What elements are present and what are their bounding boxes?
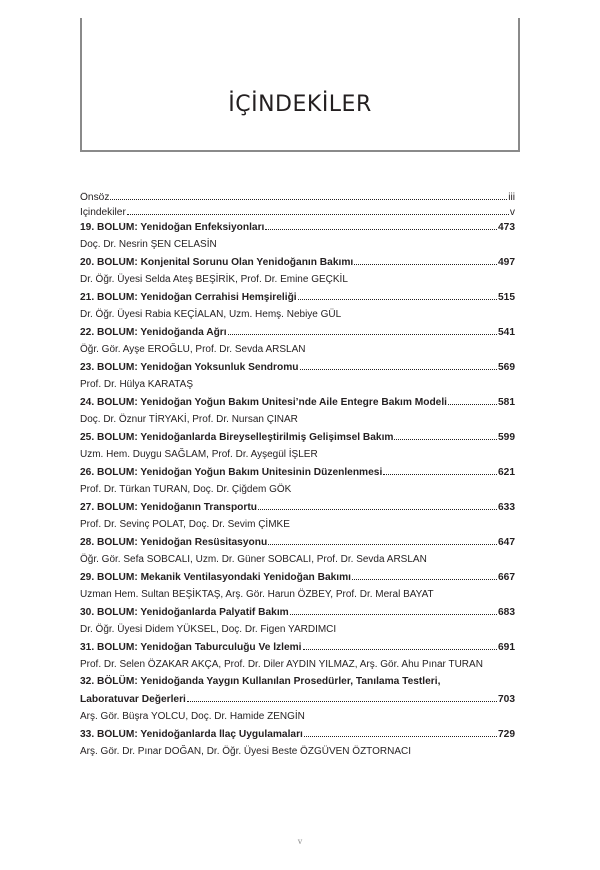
dot-leader	[110, 191, 507, 200]
chapter-authors: Dr. Öğr. Üyesi Didem YÜKSEL, Doç. Dr. Figen YARDIMCI	[80, 623, 337, 635]
chapter-page: 497	[498, 257, 515, 268]
page-number: v	[297, 836, 303, 846]
toc-chapter	[80, 431, 515, 466]
chapter-title: 31. BÖLÜM: Yenidoğan Taburculuğu Ve İzlemi	[80, 642, 302, 653]
toc-chapter	[80, 641, 515, 676]
chapter-title: 33. BÖLÜM: Yenidoğanlarda İlaç Uygulamaları	[80, 729, 303, 740]
chapter-page: 691	[498, 642, 515, 653]
chapter-title: 26. BÖLÜM: Yenidoğan Yoğun Bakım Ünitesinin Düzenlenmesi	[80, 467, 383, 478]
dot-leader	[228, 326, 497, 335]
chapter-title-row	[80, 536, 515, 554]
dot-leader	[354, 256, 497, 265]
chapter-title: 24. BÖLÜM: Yenidoğan Yoğun Bakım Ünitesi’nde Aile Entegre Bakım Modeli	[80, 397, 448, 408]
dot-leader	[187, 693, 497, 702]
dot-leader	[290, 606, 497, 615]
toc-entry-page: iii	[508, 192, 515, 203]
chapter-title: 28. BÖLÜM: Yenidoğan Resüsitasyonu	[80, 537, 268, 548]
toc-entry-page: v	[509, 207, 515, 218]
chapter-title: 20. BÖLÜM: Konjenital Sorunu Olan Yenidoğanın Bakımı	[80, 257, 354, 268]
toc-chapter	[80, 606, 515, 641]
toc-chapter	[80, 256, 515, 291]
chapter-authors: Prof. Dr. Sevinç POLAT, Doç. Dr. Sevim ÇİMKE	[80, 518, 290, 530]
chapter-title-row	[80, 291, 515, 309]
chapter-title: 25. BÖLÜM: Yenidoğanlarda Bireyselleştirilmiş Gelişimsel Bakım	[80, 432, 394, 443]
chapter-title: 23. BÖLÜM: Yenidoğan Yoksunluk Sendromu	[80, 362, 299, 373]
chapter-title-row	[80, 728, 515, 746]
chapter-title-row	[80, 396, 515, 414]
chapter-authors: Dr. Öğr. Üyesi Selda Ateş BEŞİRİK, Prof. Dr. Emine GEÇKİL	[80, 273, 348, 285]
chapter-page: 515	[498, 292, 515, 303]
dot-leader	[394, 431, 497, 440]
chapter-title-line-2: Laboratuvar Değerleri	[80, 694, 186, 705]
chapter-title: 22. BÖLÜM: Yenidoğanda Ağrı	[80, 327, 227, 338]
chapter-page: 569	[498, 362, 515, 373]
toc-chapter	[80, 396, 515, 431]
toc-chapter-32	[80, 676, 515, 728]
chapter-title-row	[80, 221, 515, 239]
toc-entry-preface	[80, 191, 515, 206]
chapter-title-row	[80, 571, 515, 589]
chapter-page: 729	[498, 729, 515, 740]
chapter-page: 621	[498, 467, 515, 478]
dot-leader	[265, 221, 497, 230]
toc-chapter	[80, 501, 515, 536]
chapter-authors: Arş. Gör. Dr. Pınar DOĞAN, Dr. Öğr. Üyesi Beste ÖZGÜVEN ÖZTORNACI	[80, 745, 411, 757]
toc-chapter	[80, 466, 515, 501]
page-title: İÇİNDEKİLER	[228, 92, 372, 117]
chapter-authors: Dr. Öğr. Üyesi Rabia KEÇİALAN, Uzm. Hemş. Nebiye GÜL	[80, 308, 342, 320]
chapter-title-row	[80, 606, 515, 624]
chapter-page: 581	[498, 397, 515, 408]
chapter-authors: Uzm. Hem. Duygu SAĞLAM, Prof. Dr. Ayşegül İŞLER	[80, 448, 318, 460]
chapter-page: 473	[498, 222, 515, 233]
chapter-authors: Doç. Dr. Öznur TİRYAKİ, Prof. Dr. Nursan ÇINAR	[80, 413, 298, 425]
toc-entry-title: Önsöz	[80, 192, 110, 203]
dot-leader	[383, 466, 497, 475]
toc-chapter	[80, 536, 515, 571]
chapter-title-row	[80, 501, 515, 519]
chapter-title-row	[80, 641, 515, 659]
toc-chapter	[80, 326, 515, 361]
dot-leader	[448, 396, 497, 405]
toc-entry-title: İçindekiler	[80, 207, 126, 218]
chapter-title: 30. BÖLÜM: Yenidoğanlarda Palyatif Bakım	[80, 607, 289, 618]
chapter-authors: Uzman Hem. Sultan BEŞİKTAŞ, Arş. Gör. Harun ÖZBEY, Prof. Dr. Meral BAYAT	[80, 588, 434, 600]
dot-leader	[304, 728, 497, 737]
dot-leader	[268, 536, 497, 545]
chapter-title-line-2-row	[80, 693, 515, 711]
dot-leader	[258, 501, 497, 510]
table-of-contents	[80, 191, 515, 763]
chapter-page: 647	[498, 537, 515, 548]
chapter-title-row	[80, 466, 515, 484]
chapter-title: 21. BÖLÜM: Yenidoğan Cerrahisi Hemşireliği	[80, 292, 297, 303]
chapter-title: 27. BÖLÜM: Yenidoğanın Transportu	[80, 502, 257, 513]
chapter-page: 633	[498, 502, 515, 513]
chapter-authors: Prof. Dr. Türkan TURAN, Doç. Dr. Çiğdem GÖK	[80, 483, 292, 495]
chapter-page: 599	[498, 432, 515, 443]
chapter-title-row	[80, 256, 515, 274]
chapter-title-row	[80, 361, 515, 379]
chapter-authors: Prof. Dr. Selen ÖZAKAR AKÇA, Prof. Dr. Diler AYDIN YILMAZ, Arş. Gör. Ahu Pınar TURAN	[80, 658, 483, 670]
title-frame	[80, 18, 520, 152]
dot-leader	[300, 361, 498, 370]
toc-chapter	[80, 571, 515, 606]
dot-leader	[352, 571, 497, 580]
chapter-page: 703	[498, 694, 515, 705]
chapter-title: 29. BÖLÜM: Mekanik Ventilasyondaki Yenidoğan Bakımı	[80, 572, 351, 583]
chapter-title-row	[80, 326, 515, 344]
chapter-title: 19. BÖLÜM: Yenidoğan Enfeksiyonları	[80, 222, 265, 233]
dot-leader	[303, 641, 497, 650]
chapter-authors: Öğr. Gör. Ayşe EROĞLU, Prof. Dr. Sevda ARSLAN	[80, 343, 306, 355]
chapter-page: 541	[498, 327, 515, 338]
chapter-authors: Prof. Dr. Hülya KARATAŞ	[80, 378, 193, 390]
toc-entry-contents	[80, 206, 515, 221]
toc-chapter-33	[80, 728, 515, 763]
chapter-authors: Öğr. Gör. Sefa SOBCALI, Uzm. Dr. Güner SOBCALI, Prof. Dr. Sevda ARSLAN	[80, 553, 427, 565]
chapter-page: 667	[498, 572, 515, 583]
toc-chapter	[80, 221, 515, 256]
chapter-authors: Doç. Dr. Nesrin ŞEN CELASİN	[80, 238, 217, 250]
chapter-authors: Arş. Gör. Büşra YOLCU, Doç. Dr. Hamide ZENGİN	[80, 710, 305, 722]
toc-chapter	[80, 291, 515, 326]
toc-chapter	[80, 361, 515, 396]
chapter-title-row	[80, 431, 515, 449]
chapter-title-line-1: 32. BÖLÜM: Yenidoğanda Yaygın Kullanılan Prosedürler, Tanılama Testleri,	[80, 676, 441, 687]
dot-leader	[127, 206, 509, 215]
dot-leader	[298, 291, 497, 300]
chapter-page: 683	[498, 607, 515, 618]
